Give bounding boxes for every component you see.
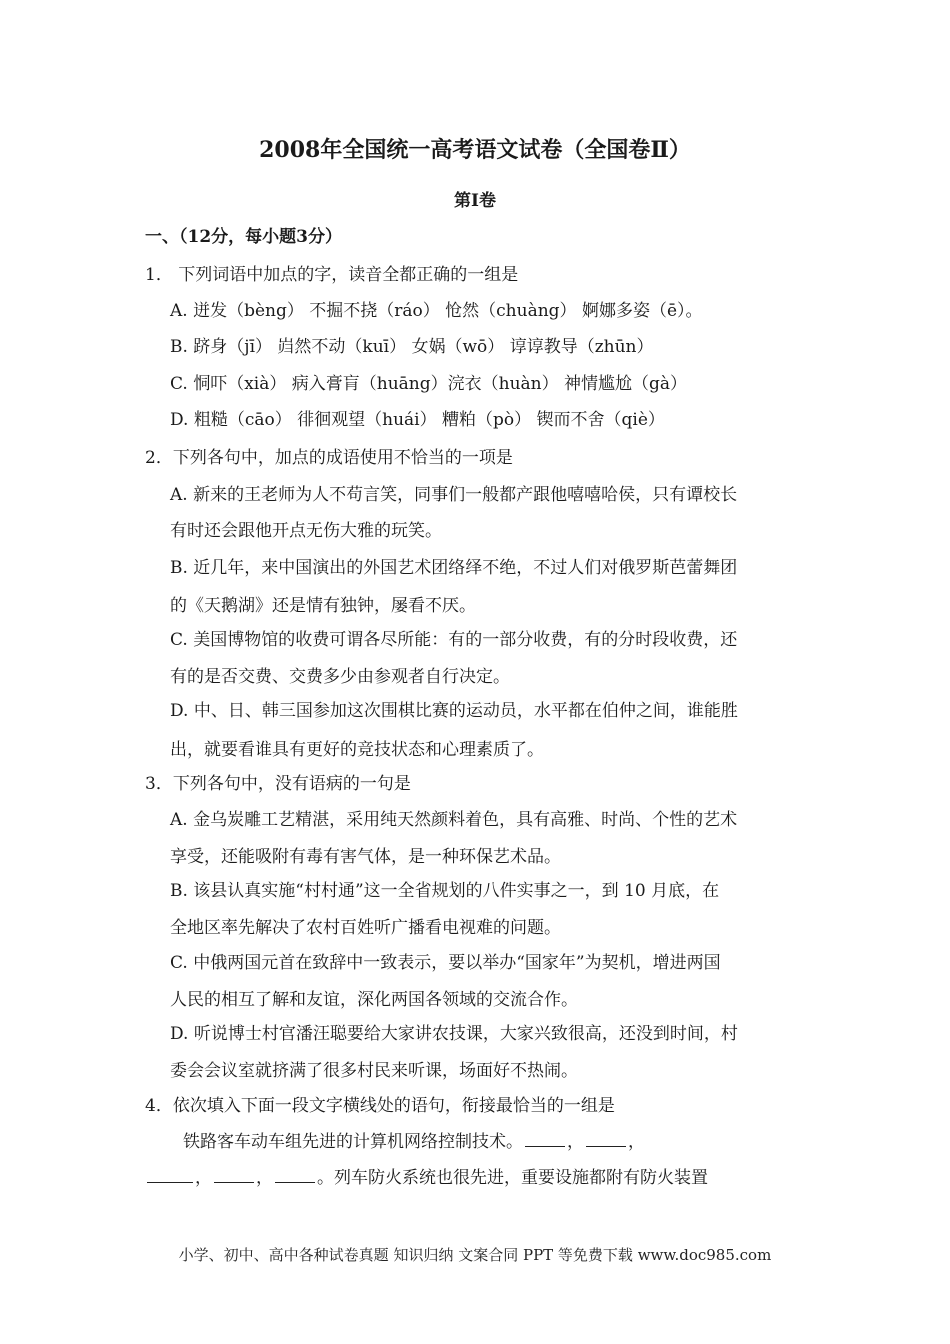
question-1-option-b: B. 跻身（jī） 岿然不动（kuī） 女娲（wō） 谆谆教导（zhūn） — [170, 337, 654, 357]
footer-text: 小学、初中、高中各种试卷真题 知识归纳 文案合同 PPT 等免费下载 www.doc985.com — [178, 1246, 772, 1264]
page-title: 2008年全国统一高考语文试卷（全国卷Ⅱ） — [259, 137, 691, 163]
question-2-option-a: A. 新来的王老师为人不苟言笑，同事们一般都产跟他嘻嘻哈侯，只有谭校长 — [170, 485, 738, 505]
question-3-option-c: C. 中俄两国元首在致辞中一致表示，要以举办“国家年”为契机，增进两国 — [170, 953, 721, 973]
question-2-option-a-cont: 有时还会跟他开点无伤大雅的玩笑。 — [170, 521, 442, 541]
passage-text: 铁路客车动车组先进的计算机网络控制技术。 — [183, 1132, 523, 1152]
question-2-option-b-cont: 的《天鹅湖》还是情有独钟，屡看不厌。 — [170, 596, 476, 616]
question-3-option-a: A. 金乌炭雕工艺精湛，采用纯天然颜料着色，具有高雅、时尚、个性的艺术 — [170, 810, 738, 830]
blank-separator: ， — [628, 1132, 645, 1152]
question-1-option-d: D. 粗糙（cāo） 徘徊观望（huái） 糟粕（pò） 锲而不舍（qiè） — [170, 410, 665, 430]
question-3-option-d-cont: 委会会议室就挤满了很多村民来听课，场面好不热闹。 — [170, 1061, 578, 1081]
question-3-option-b-cont: 全地区率先解决了农村百姓听广播看电视难的问题。 — [170, 918, 561, 938]
question-2-option-b: B. 近几年，来中国演出的外国艺术团络绎不绝，不过人们对俄罗斯芭蕾舞团 — [170, 558, 738, 578]
question-3-option-b: B. 该县认真实施“村村通”这一全省规划的八件实事之一，到 10 月底，在 — [170, 881, 720, 901]
question-2-option-c-cont: 有的是否交费、交费多少由参观者自行决定。 — [170, 667, 510, 687]
blank-separator: ， — [567, 1132, 584, 1152]
question-2-option-c: C. 美国博物馆的收费可谓各尽所能：有的一部分收费，有的分时段收费，还 — [170, 630, 738, 650]
question-3-stem: 3．下列各句中，没有语病的一句是 — [145, 774, 411, 794]
answer-blank — [147, 1166, 193, 1183]
question-2-stem: 2．下列各句中，加点的成语使用不恰当的一项是 — [145, 448, 513, 468]
question-1-stem: 1． 下列词语中加点的字，读音全都正确的一组是 — [145, 265, 519, 285]
answer-blank — [214, 1166, 254, 1183]
question-4-passage-line-1 — [183, 1127, 645, 1152]
question-2-option-d: D. 中、日、韩三国参加这次围棋比赛的运动员，水平都在伯仲之间，谁能胜 — [170, 701, 738, 721]
question-3-option-d: D. 听说博士村官潘汪聪要给大家讲农技课，大家兴致很高，还没到时间，村 — [170, 1024, 738, 1044]
answer-blank — [275, 1166, 315, 1183]
blank-separator: ， — [195, 1168, 212, 1188]
question-4-stem: 4．依次填入下面一段文字横线处的语句，衔接最恰当的一组是 — [145, 1096, 615, 1116]
question-3-option-a-cont: 享受，还能吸附有毒有害气体，是一种环保艺术品。 — [170, 847, 561, 867]
volume-heading: 第Ⅰ卷 — [454, 191, 496, 211]
question-2-option-d-cont: 出，就要看谁具有更好的竞技状态和心理素质了。 — [170, 740, 544, 760]
answer-blank — [525, 1130, 565, 1147]
section-heading: 一、（12分，每小题3分） — [145, 227, 342, 247]
question-1-option-c: C. 恫吓（xià） 病入膏肓（huāng）浣衣（huàn） 神情尴尬（gà） — [170, 374, 688, 394]
passage-text: 。列车防火系统也很先进，重要设施都附有防火装置 — [317, 1168, 708, 1188]
question-4-passage-line-2 — [145, 1163, 708, 1188]
question-1-option-a: A. 迸发（bèng） 不掘不挠（ráo） 怆然（chuàng） 婀娜多姿（ē）。 — [170, 301, 703, 321]
answer-blank — [586, 1130, 626, 1147]
blank-separator: ， — [256, 1168, 273, 1188]
question-3-option-c-cont: 人民的相互了解和友谊，深化两国各领域的交流合作。 — [170, 990, 578, 1010]
